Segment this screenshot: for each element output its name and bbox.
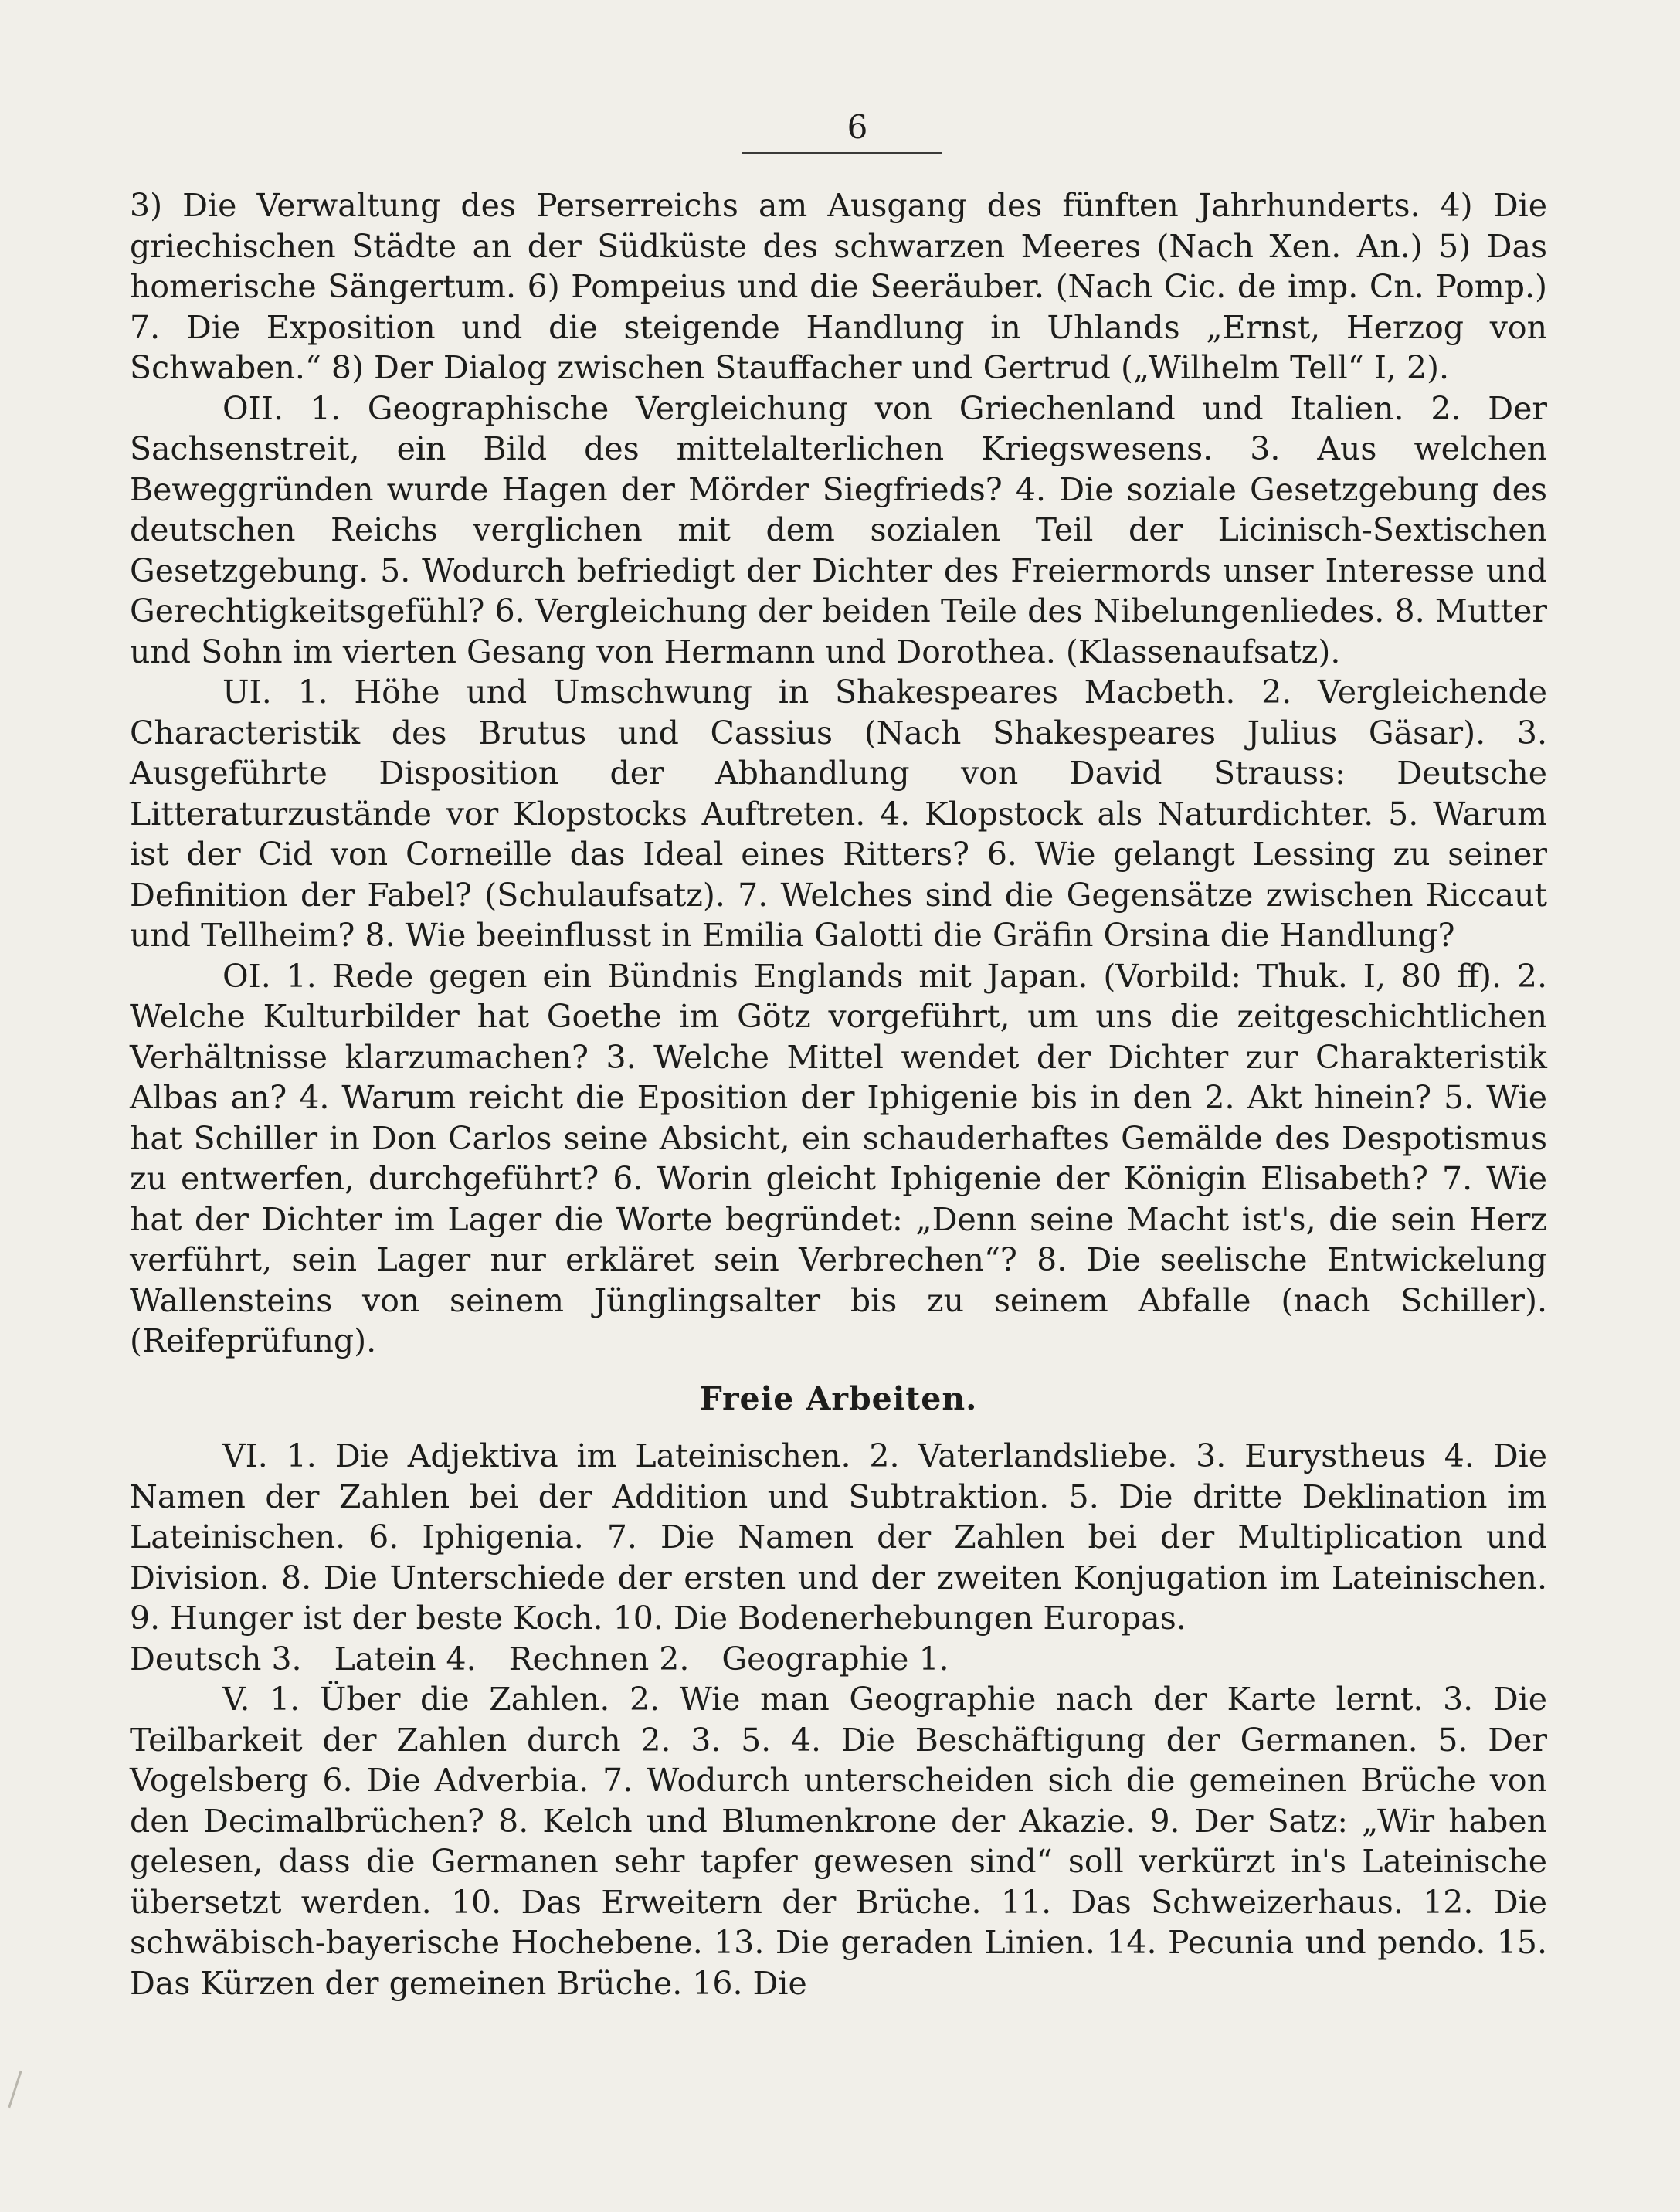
paragraph-vi: VI. 1. Die Adjektiva im Lateinischen. 2. Vaterlandsliebe. 3. Eurystheus 4. Die Namen der Zahlen bei der Addition und Subtraktion. 5. Die dritte Deklination im Lateinischen. 6. Iphigenia. 7. Die Namen der Zahlen bei der Multiplication und Division. 8. Die Unterschiede der ersten und der zweiten Konjugation im Lateinischen. 9. Hunger ist der beste Koch. 10. Die Bodenerhebungen Europas.	[130, 1437, 1547, 1637]
count-deutsch: Deutsch 3.	[130, 1640, 302, 1678]
paragraph-oii: OII. 1. Geographische Vergleichung von Griechenland und Italien. 2. Der Sachsenstreit, ein Bild des mittelalterlichen Kriegswesens. 3. Aus welchen Beweggründen wurde Hagen der Mörder Siegfrieds? 4. Die soziale Gesetzgebung des deutschen Reichs verglichen mit dem sozialen Teil der Licinisch-Sextischen Gesetzgebung. 5. Wodurch befriedigt der Dichter des Freiermords unser Interesse und Gerechtigkeitsgefühl? 6. Vergleichung der beiden Teile des Nibelungenliedes. 8. Mutter und Sohn im vierten Gesang von Hermann und Dorothea. (Klassenaufsatz).	[130, 389, 1547, 670]
subject-counts	[130, 1639, 1547, 1680]
count-geographie: Geographie 1.	[721, 1640, 949, 1678]
body-text	[130, 185, 1547, 2003]
count-latein: Latein 4.	[334, 1640, 477, 1678]
paragraph-oi: OI. 1. Rede gegen ein Bündnis Englands mit Japan. (Vorbild: Thuk. I, 80 ff). 2. Welche Kulturbilder hat Goethe im Götz vorgeführt, um uns die zeitgeschichtlichen Verhältnisse klarzumachen? 3. Welche Mittel wendet der Dichter zur Charakteristik Albas an? 4. Warum reicht die Eposition der Iphigenie bis in den 2. Akt hinein? 5. Wie hat Schiller in Don Carlos seine Absicht, ein schauderhaftes Gemälde des Despotismus zu entwerfen, durchgeführt? 6. Worin gleicht Iphigenie der Königin Elisabeth? 7. Wie hat der Dichter im Lager die Worte begründet: „Denn seine Macht ist's, die sein Herz verführt, sein Lager nur erkläret sein Verbrechen“? 8. Die seelische Entwickelung Wallensteins von seinem Jünglingsalter bis zu seinem Abfalle (nach Schiller). (Reifeprüfung).	[130, 957, 1547, 1359]
paragraph-v: V. 1. Über die Zahlen. 2. Wie man Geographie nach der Karte lernt. 3. Die Teilbarkeit der Zahlen durch 2. 3. 5. 4. Die Beschäftigung der Germanen. 5. Der Vogelsberg 6. Die Adverbia. 7. Wodurch unterscheiden sich die gemeinen Brüche von den Decimalbrüchen? 8. Kelch und Blumenkrone der Akazie. 9. Der Satz: „Wir haben gelesen, dass die Germanen sehr tapfer gewesen sind“ soll verkürzt in's Lateinische übersetzt werden. 10. Das Erweitern der Brüche. 11. Das Schweizerhaus. 12. Die schwäbisch-bayerische Hochebene. 13. Die geraden Linien. 14. Pecunia und pendo. 15. Das Kürzen der gemeinen Brüche. 16. Die	[130, 1681, 1547, 2002]
count-rechnen: Rechnen 2.	[508, 1640, 690, 1678]
page-number-rule	[742, 152, 942, 154]
paragraph-ui: UI. 1. Höhe und Umschwung in Shakespeares Macbeth. 2. Vergleichende Characteristik des Brutus und Cassius (Nach Shakespeares Julius Gäsar). 3. Ausgeführte Disposition der Abhandlung von David Strauss: Deutsche Litteraturzustände vor Klopstocks Auftreten. 4. Klopstock als Naturdichter. 5. Warum ist der Cid von Corneille das Ideal eines Ritters? 6. Wie gelangt Lessing zu seiner Definition der Fabel? (Schulaufsatz). 7. Welches sind die Gegensätze zwischen Riccaut und Tellheim? 8. Wie beeinflusst in Emilia Galotti die Gräfin Orsina die Handlung?	[130, 673, 1547, 954]
page-number: 6	[847, 108, 868, 146]
margin-pencil-mark	[8, 2071, 22, 2108]
paragraph-intro: 3) Die Verwaltung des Perserreichs am Ausgang des fünften Jahrhunderts. 4) Die griechischen Städte an der Südküste des schwarzen Meeres (Nach Xen. An.) 5) Das homerische Sängertum. 6) Pompeius und die Seeräuber. (Nach Cic. de imp. Cn. Pomp.) 7. Die Exposition und die steigende Handlung in Uhlands „Ernst, Herzog von Schwaben.“ 8) Der Dialog zwischen Stauffacher und Gertrud („Wilhelm Tell“ I, 2).	[130, 187, 1547, 386]
section-heading-freie-arbeiten: Freie Arbeiten.	[699, 1379, 978, 1417]
